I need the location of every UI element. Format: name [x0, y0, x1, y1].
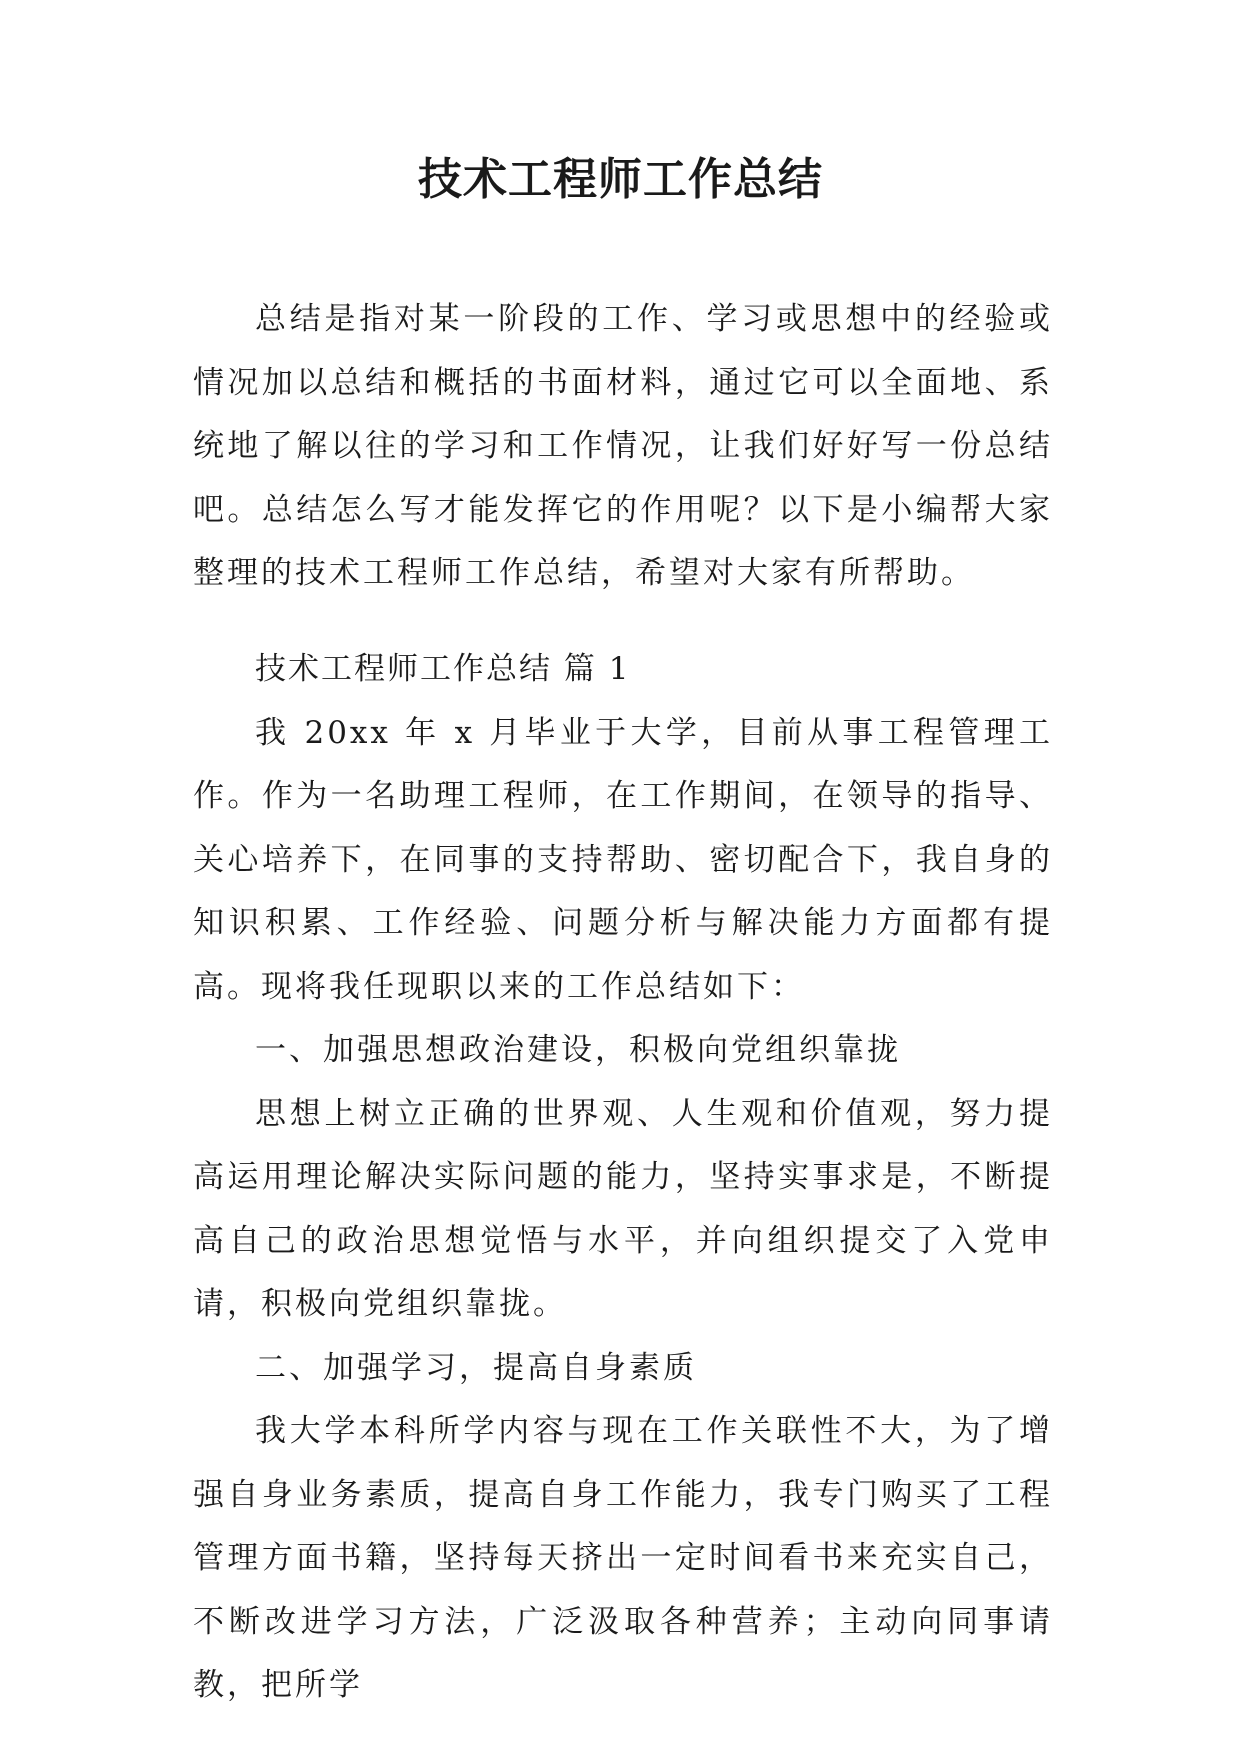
document-title: 技术工程师工作总结: [418, 154, 823, 205]
body-paragraph: 思想上树立正确的世界观、人生观和价值观，努力提高运用理论解决实际问题的能力，坚持实事求是，不断提高自己的政治思想觉悟与水平，并向组织提交了入党申请，积极向党组织靠拢。: [193, 1095, 1053, 1322]
document-body: [193, 638, 1053, 1718]
intro-paragraph: 总结是指对某一阶段的工作、学习或思想中的经验或情况加以总结和概括的书面材料，通过它可以全面地、系统地了解以往的学习和工作情况，让我们好好写一份总结吧。总结怎么写才能发挥它的作用呢？以下是小编帮大家整理的技术工程师工作总结，希望对大家有所帮助。: [193, 301, 1053, 591]
section-heading: 技术工程师工作总结 篇 1: [255, 651, 631, 687]
subheading-2: 二、加强学习，提高自身素质: [255, 1349, 697, 1386]
body-paragraph: 我 20xx 年 x 月毕业于大学，目前从事工程管理工作。作为一名助理工程师，在工作期间，在领导的指导、关心培养下，在同事的支持帮助、密切配合下，我自身的知识积累、工作经验、问题分析与解决能力方面都有提高。现将我任现职以来的工作总结如下：: [193, 714, 1053, 1005]
body-paragraph: 我大学本科所学内容与现在工作关联性不大，为了增强自身业务素质，提高自身工作能力，我专门购买了工程管理方面书籍，坚持每天挤出一定时间看书来充实自己，不断改进学习方法，广泛汲取各种营养；主动向同事请教，把所学: [193, 1413, 1053, 1703]
subheading-1: 一、加强思想政治建设，积极向党组织靠拢: [255, 1032, 901, 1068]
